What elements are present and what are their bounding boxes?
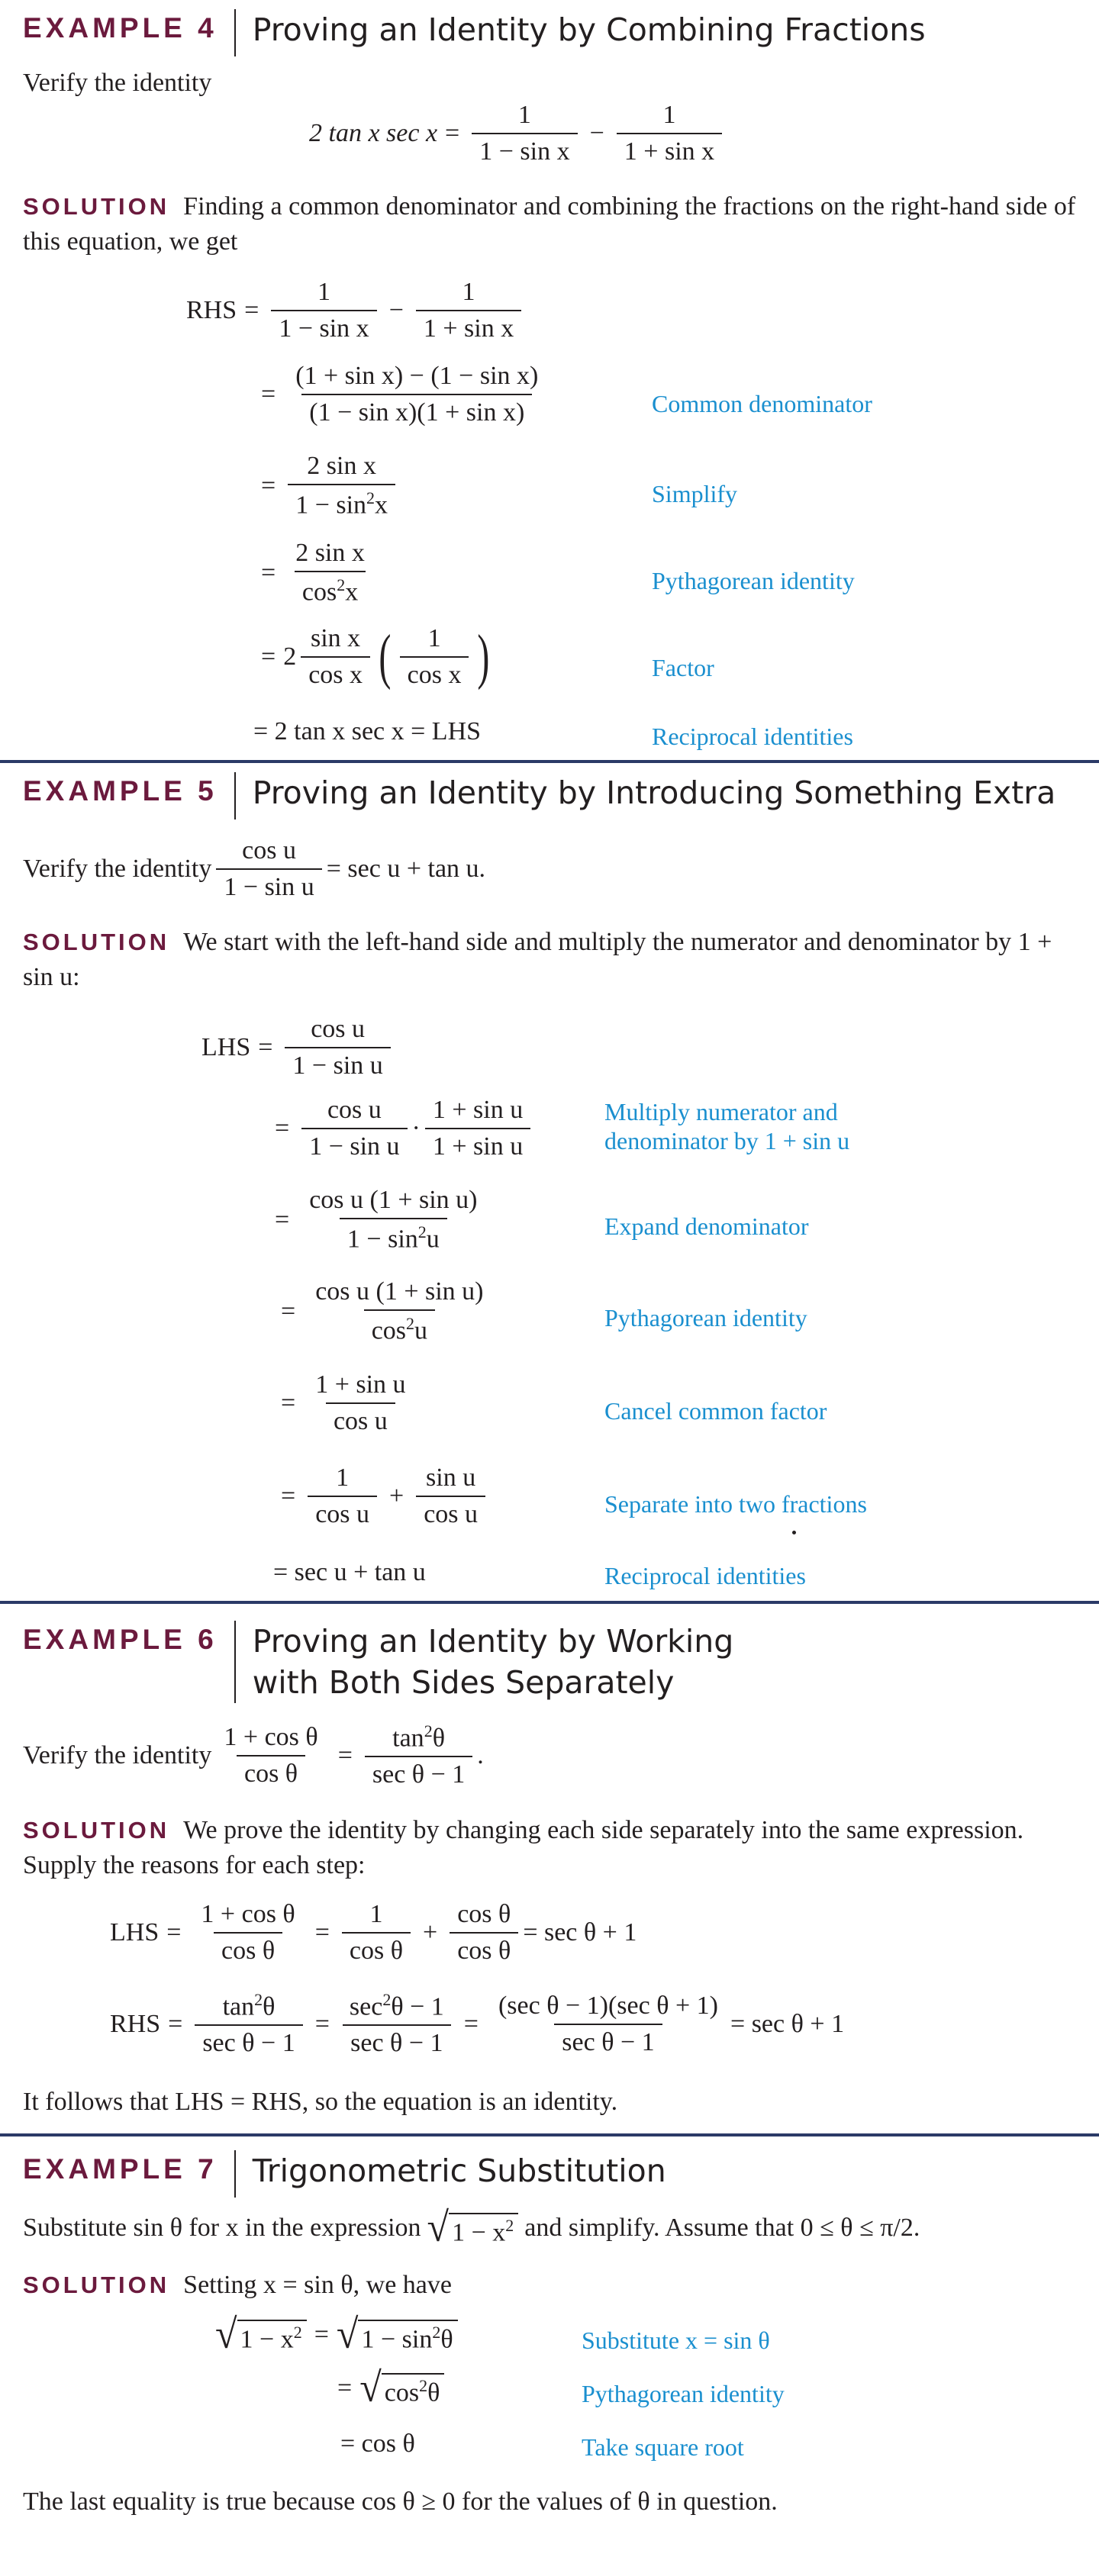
title-line-2: with Both Sides Separately (252, 1664, 675, 1701)
fraction: $\frac{\text{1 + sin u}}{\text{cos u}}$ (315, 1370, 406, 1435)
fraction: $\frac{\text{(1 + sin x) − (1 − sin x)}}{\text{(1 − sin x)(1 + sin x)}}$ (295, 362, 539, 427)
intro-text-2: and simplify. Assume that 0 ≤ θ ≤ π/2. (524, 2214, 920, 2242)
rhs-result: = sec θ + 1 (730, 2009, 845, 2038)
title-line-1: Proving an Identity by Working (252, 1623, 734, 1660)
example-title: Trigonometric Substitution (252, 2153, 666, 2189)
reason: Common denominator (652, 390, 872, 417)
divider (234, 772, 236, 819)
fraction: $\frac{1}{\text{cos x}}$ (400, 624, 469, 690)
divider (234, 2150, 236, 2198)
rhs-step-1: RHS = $\frac{1}{\text{1 − sin x}}$ − $\frac{1}{\text{1 + sin x}}$ (186, 278, 526, 343)
rhs-step-6: = 2 tan x sec x = LHS (253, 717, 482, 745)
fraction: $\frac{\text{1 + cos θ}}{\text{cos θ}}$ (201, 1900, 295, 1965)
example-title: Proving an Identity by Introducing Something Extra (252, 774, 1056, 811)
intro-text: Verify the identity (23, 1740, 212, 1769)
fraction: $\frac{1}{\text{1 − sin x}}$ (472, 101, 577, 166)
fraction: $\frac{\text{cos u}}{\text{1 − sin u}}$ (301, 1096, 407, 1161)
reason: Pythagorean identity (582, 2380, 785, 2407)
fraction: $\frac{\text{2 sin x}}{1 - \sin^2x}$ (288, 452, 395, 520)
lhs-step-1: LHS = $\frac{\text{cos u}}{\text{1 − sin u}}$ (201, 1015, 395, 1080)
substitution-intro (23, 2204, 920, 2251)
solution-text: Setting x = sin θ, we have (183, 2271, 452, 2299)
stray-dot (792, 1531, 796, 1534)
lhs-step-4: = $\frac{\text{cos u (1 + sin u)}}{\cos^2u}$ (273, 1277, 496, 1345)
lhs-label: LHS (201, 1033, 251, 1061)
solution-text: Finding a common denominator and combining the fractions on the right-hand side of this equation, we get (23, 192, 1076, 256)
fraction: $\frac{\sec^2\theta - 1}{\text{sec θ − 1}}$ (342, 1990, 452, 2058)
lhs-result: = sec θ + 1 (523, 1918, 637, 1946)
solution-paragraph (23, 189, 1078, 259)
conclusion-text: It follows that LHS = RHS, so the equation is an identity. (23, 2088, 618, 2116)
solution-paragraph (23, 925, 1078, 995)
reason: Factor (652, 654, 714, 681)
lhs-step-7: = sec u + tan u (273, 1558, 426, 1586)
rhs-label: RHS (186, 296, 237, 324)
fraction: $\frac{\text{2 sin x}}{\cos^2x}$ (295, 539, 365, 607)
fraction: $\frac{\tan^2\theta}{\text{sec θ − 1}}$ (195, 1990, 302, 2058)
lhs-step-5: = $\frac{\text{1 + sin u}}{\text{cos u}}$ (273, 1370, 418, 1436)
fraction: $\frac{1}{\text{cos u}}$ (308, 1463, 377, 1529)
rhs-step-4: = $\frac{\text{2 sin x}}{\cos^2x}$ (253, 539, 377, 607)
conclusion-text: The last equality is true because cos θ ≥ 0 for the values of θ in question. (23, 2487, 778, 2516)
solution-label: SOLUTION (23, 1817, 170, 1843)
solution-label: SOLUTION (23, 193, 170, 220)
fraction: $\frac{\text{cos u (1 + sin u)}}{\cos^2u}$ (315, 1277, 484, 1345)
identity-equation (23, 836, 485, 902)
reason: denominator by 1 + sin u (604, 1127, 850, 1154)
rhs-step-5: = 2 $\frac{\text{sin x}}{\text{cos x}}$ ( $\frac{1}{\text{cos x}}$ ) (261, 623, 490, 691)
example-label: EXAMPLE 4 (23, 12, 218, 43)
reason: Reciprocal identities (652, 723, 853, 750)
fraction: $\frac{\text{sin x}}{\text{cos x}}$ (301, 624, 370, 690)
example-title: Proving an Identity by Combining Fractions (252, 11, 926, 48)
example-label: EXAMPLE 6 (23, 1624, 218, 1655)
reason: Cancel common factor (604, 1397, 827, 1425)
example-label: EXAMPLE 5 (23, 775, 218, 807)
fraction: $\frac{\text{cos θ}}{\text{cos θ}}$ (450, 1900, 518, 1966)
fraction: $\frac{\text{cos u}}{\text{1 − sin u}}$ (285, 1015, 390, 1080)
rhs-step-2: = $\frac{\text{(1 + sin x) − (1 − sin x)}}{\text{(1 − sin x)(1 + sin x)}}$ (253, 362, 550, 427)
solution-text: We start with the left-hand side and multiply the numerator and denominator by 1 + sin u: (23, 928, 1052, 991)
fraction: $\frac{\tan^2\theta}{\text{sec θ − 1}}$ (365, 1721, 472, 1789)
sub-step-3: = cos θ (340, 2429, 415, 2458)
reason: Reciprocal identities (604, 1562, 806, 1589)
reason: Separate into two fractions (604, 1490, 867, 1518)
rhs-step-3: = $\frac{\text{2 sin x}}{1 - \sin^2x}$ (253, 452, 400, 520)
intro-text: Substitute sin θ for x in the expression (23, 2214, 421, 2242)
reason: Pythagorean identity (604, 1304, 807, 1331)
identity-equation: 2 tan x sec x = $\frac{1}{\text{1 − sin x}}$ − $\frac{1}{\text{1 + sin x}}$ (309, 101, 727, 166)
sub-step-1: √ $1 - x^2$ = √ $1 - \sin^2\theta$ (215, 2315, 458, 2355)
divider (234, 9, 236, 56)
solution-paragraph (23, 2268, 1078, 2303)
lhs-label: LHS (110, 1918, 160, 1946)
solution-paragraph (23, 1813, 1078, 1883)
solution-label: SOLUTION (23, 2272, 170, 2298)
fraction: $\frac{\text{sin u}}{\text{cos u}}$ (416, 1463, 485, 1529)
lhs-expr: 2 tan x sec x (309, 119, 438, 147)
fraction: $\frac{1}{\text{1 − sin x}}$ (271, 278, 376, 343)
example-title (253, 1621, 734, 1703)
reason: Pythagorean identity (652, 567, 855, 594)
example-6-header (23, 1621, 733, 1703)
lhs-step-2: = $\frac{\text{cos u}}{\text{1 − sin u}}$ · $\frac{\text{1 + sin u}}{\text{1 + sin u}}$ (267, 1096, 535, 1161)
fraction: $\frac{\text{1 + sin u}}{\text{1 + sin u}}$ (425, 1096, 530, 1161)
sub-step-2: = √ $\cos^2\theta$ (337, 2368, 444, 2408)
divider (234, 1621, 236, 1703)
example-4-header (23, 9, 926, 56)
fraction: $\frac{1}{\text{1 + sin x}}$ (416, 278, 521, 343)
fraction: $\frac{1}{\text{cos θ}}$ (342, 1900, 411, 1966)
section-divider (0, 1601, 1099, 1604)
fraction: $\frac{\text{(sec θ − 1)(sec θ + 1)}}{\text{sec θ − 1}}$ (498, 1991, 719, 2056)
rhs-label: RHS (110, 2009, 161, 2038)
fraction: $\frac{\text{cos u (1 + sin u)}}{1 - \sin^2u}$ (309, 1186, 478, 1254)
reason: Substitute x = sin θ (582, 2326, 770, 2354)
fraction: $\frac{1}{\text{1 + sin x}}$ (617, 101, 722, 166)
lhs-step-6: = $\frac{1}{\text{cos u}}$ + $\frac{\text{sin u}}{\text{cos u}}$ (273, 1463, 490, 1529)
section-divider (0, 760, 1099, 763)
reason: Take square root (582, 2433, 744, 2461)
reason: Simplify (652, 480, 738, 507)
intro-text: Verify the identity (23, 855, 212, 883)
solution-text: We prove the identity by changing each side separately into the same expression. Supply the reasons for each step: (23, 1816, 1024, 1879)
sqrt-expr: √ $1 - x^2$ (427, 2208, 519, 2248)
identity-equation: Verify the identity $\frac{\text{1 + cos θ}}{\text{cos θ}}$ = $\frac{\tan^2\theta}{\text{sec θ − 1}}$ . (23, 1721, 484, 1789)
identity-rhs: = sec u + tan u. (326, 855, 486, 883)
example-label: EXAMPLE 7 (23, 2153, 218, 2185)
lhs-chain: LHS = $\frac{\text{1 + cos θ}}{\text{cos θ}}$ = $\frac{1}{\text{cos θ}}$ + $\frac{\text{cos θ}}{\text{cos θ}}$ = sec θ + 1 (110, 1900, 637, 1965)
reason: Multiply numerator and (604, 1098, 838, 1125)
intro-text: Verify the identity (23, 69, 212, 97)
fraction: $\frac{\text{1 + cos θ}}{\text{cos θ}}$ (224, 1722, 318, 1788)
reason: Expand denominator (604, 1212, 809, 1240)
rhs-chain: RHS = $\frac{\tan^2\theta}{\text{sec θ − 1}}$ = $\frac{\sec^2\theta - 1}{\text{sec θ − 1}}$ = $\frac{\text{(sec θ − 1)(sec θ + 1)}}{\text{sec θ − 1}}$ = sec θ + 1 (110, 1990, 845, 2058)
fraction: $\frac{\text{cos u}}{\text{1 − sin u}}$ (216, 836, 321, 902)
lhs-step-3: = $\frac{\text{cos u (1 + sin u)}}{1 - \sin^2u}$ (267, 1186, 490, 1254)
section-divider (0, 2133, 1099, 2136)
example-5-header (23, 772, 1055, 819)
example-7-header (23, 2150, 666, 2198)
solution-label: SOLUTION (23, 929, 170, 955)
